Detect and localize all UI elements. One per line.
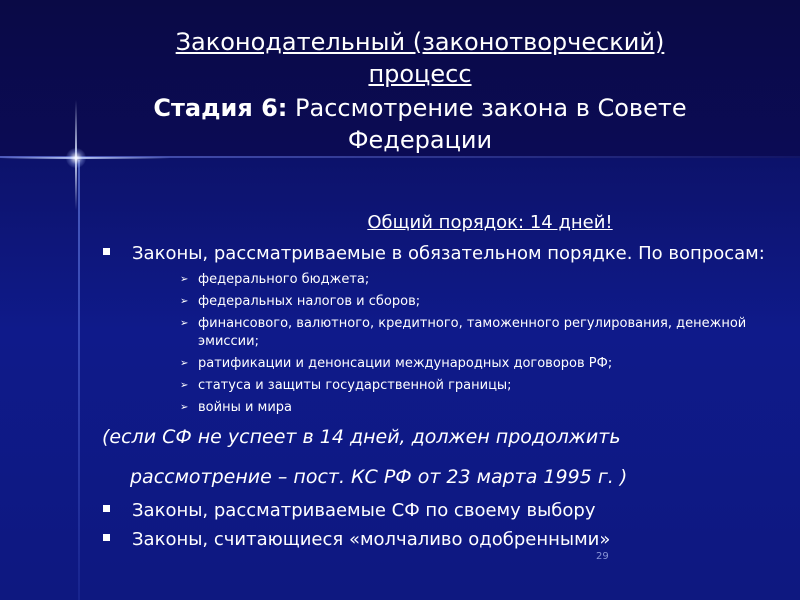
stage-label: Стадия 6: xyxy=(153,94,288,122)
list-item: ➢ статуса и защиты государственной границы; xyxy=(180,378,512,393)
list-item: ➢ ратификации и денонсации международных договоров РФ; xyxy=(180,356,613,371)
square-bullet-icon xyxy=(103,534,110,541)
bullet-text: Законы, рассматриваемые СФ по своему выбору xyxy=(132,500,596,521)
title-line-4: Федерации xyxy=(347,126,493,154)
title-line-1: Законодательный (законотворческий) xyxy=(175,28,665,56)
bottom-bullets xyxy=(100,499,790,551)
note-line-2: рассмотрение – пост. КС РФ от 23 марта 1995 г. ) xyxy=(130,466,628,488)
court-ruling-note xyxy=(100,425,790,489)
slide-content xyxy=(100,212,790,557)
arrow-bullet-icon: ➢ xyxy=(180,380,189,391)
list-item: ➢ федерального бюджета; xyxy=(180,272,370,287)
list-item: ➢ финансового, валютного, кредитного, таможенного регулирования, денежной эмиссии; xyxy=(180,316,747,349)
list-item: ➢ федеральных налогов и сборов; xyxy=(180,294,421,309)
arrow-bullet-icon: ➢ xyxy=(180,358,189,369)
arrow-bullet-icon: ➢ xyxy=(180,318,189,329)
arrow-bullet-icon: ➢ xyxy=(180,274,189,285)
bullet-text: Законы, рассматриваемые в обязательном порядке. По вопросам: xyxy=(132,243,765,264)
bullet-mandatory-laws xyxy=(100,242,790,265)
sub-heading: Общий порядок: 14 дней! xyxy=(367,212,613,233)
title-line-2: процесс xyxy=(368,60,472,88)
decorative-vertical-line xyxy=(78,160,80,600)
square-bullet-icon xyxy=(103,248,110,255)
stage-text: Рассмотрение закона в Совете xyxy=(287,94,687,122)
title-stage-line xyxy=(100,92,740,156)
topics-list xyxy=(100,271,790,417)
bullet-tacit-approval xyxy=(100,528,790,551)
arrow-bullet-icon: ➢ xyxy=(180,402,189,413)
bullet-text: Законы, считающиеся «молчаливо одобренными» xyxy=(132,529,611,550)
arrow-bullet-icon: ➢ xyxy=(180,296,189,307)
star-glow xyxy=(66,148,86,168)
note-line-1: (если СФ не успеет в 14 дней, должен продолжить xyxy=(102,426,621,448)
list-item: ➢ войны и мира xyxy=(180,400,293,415)
square-bullet-icon xyxy=(103,505,110,512)
bullet-optional-laws xyxy=(100,499,790,522)
slide-title xyxy=(100,26,740,156)
page-number: 29 xyxy=(596,551,609,562)
